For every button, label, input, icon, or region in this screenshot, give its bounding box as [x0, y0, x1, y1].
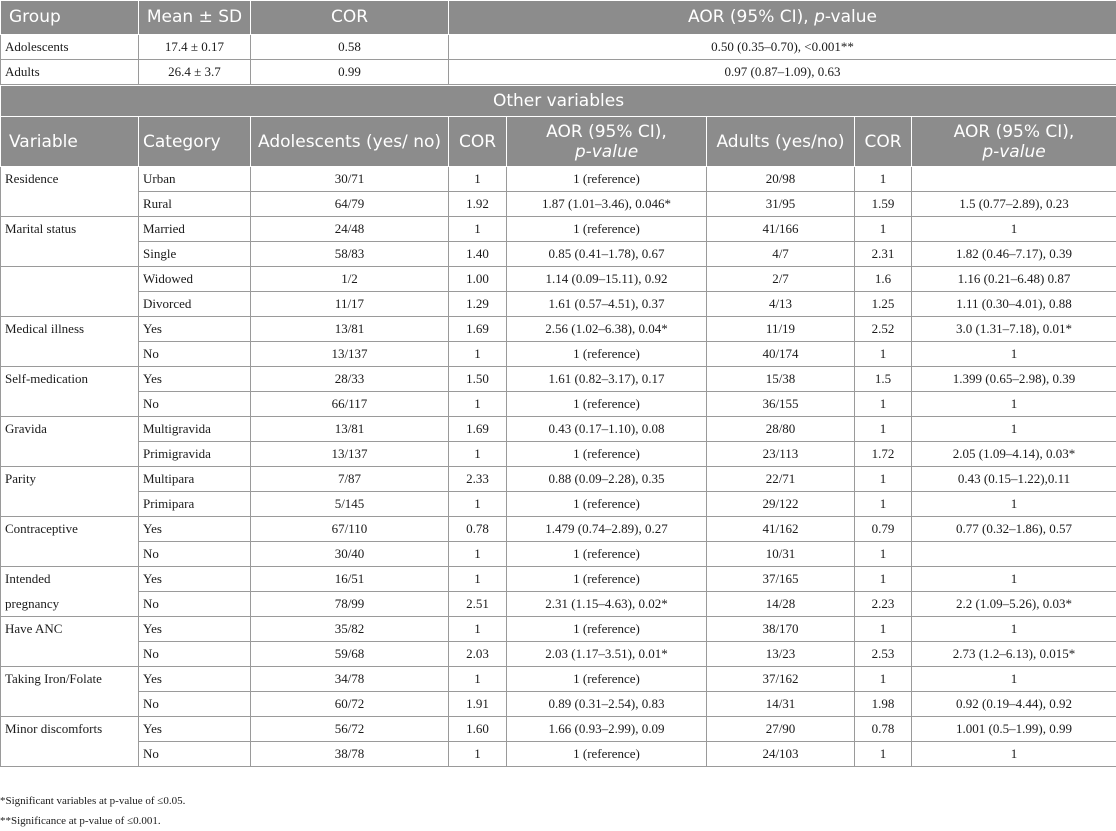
group-cell: Adults	[1, 60, 139, 85]
header-category: Category	[139, 117, 251, 167]
table-row	[1, 467, 1116, 492]
aor-adolescents-cell: 1.87 (1.01–3.46), 0.046*	[507, 192, 707, 217]
category-cell: Yes	[139, 617, 251, 642]
aor-adolescents-cell: 2.31 (1.15–4.63), 0.02*	[507, 592, 707, 617]
variable-cell	[1, 267, 139, 292]
category-cell: Divorced	[139, 292, 251, 317]
category-cell: Multipara	[139, 467, 251, 492]
aor-adolescents-cell: 1.66 (0.93–2.99), 0.09	[507, 717, 707, 742]
adolescents-count-cell: 60/72	[251, 692, 449, 717]
variable-cell	[1, 242, 139, 267]
cor-adolescents-cell: 1.91	[449, 692, 507, 717]
footnote-significant: *Significant variables at p-value of ≤0.05.	[0, 795, 186, 807]
aor-adults-cell: 1	[912, 342, 1116, 367]
table-row	[1, 517, 1116, 542]
cor-adolescents-cell: 1	[449, 542, 507, 567]
variable-cell: Gravida	[1, 417, 139, 442]
aor-adults-cell: 1.001 (0.5–1.99), 0.99	[912, 717, 1116, 742]
category-cell: Urban	[139, 167, 251, 192]
cor-adults-cell: 1	[855, 667, 912, 692]
adults-count-cell: 40/174	[707, 342, 855, 367]
category-cell: Yes	[139, 567, 251, 592]
cor-adults-cell: 1	[855, 217, 912, 242]
aor-adults-cell: 1	[912, 567, 1116, 592]
aor-adolescents-cell: 1 (reference)	[507, 167, 707, 192]
variable-cell: Intended	[1, 567, 139, 592]
variable-cell	[1, 392, 139, 417]
variable-cell	[1, 542, 139, 567]
category-cell: Yes	[139, 717, 251, 742]
cor-adolescents-cell: 2.03	[449, 642, 507, 667]
aor-adults-cell: 1	[912, 742, 1116, 767]
variable-cell: Have ANC	[1, 617, 139, 642]
cor-adolescents-cell: 1.40	[449, 242, 507, 267]
aor-adults-cell	[912, 167, 1116, 192]
variable-cell: Contraceptive	[1, 517, 139, 542]
aor-adolescents-cell: 2.03 (1.17–3.51), 0.01*	[507, 642, 707, 667]
adults-count-cell: 14/28	[707, 592, 855, 617]
other-variables-table	[0, 85, 1116, 767]
cor-adolescents-cell: 0.78	[449, 517, 507, 542]
aor-adults-cell: 1.399 (0.65–2.98), 0.39	[912, 367, 1116, 392]
cor-adolescents-cell: 1	[449, 167, 507, 192]
table-row	[1, 417, 1116, 442]
cor-adults-cell: 0.79	[855, 517, 912, 542]
aor-adolescents-cell: 1 (reference)	[507, 392, 707, 417]
adolescents-count-cell: 38/78	[251, 742, 449, 767]
adolescents-count-cell: 5/145	[251, 492, 449, 517]
header-aor: AOR (95% CI), p-value	[449, 1, 1116, 35]
aor-adults-cell: 1.16 (0.21–6.48) 0.87	[912, 267, 1116, 292]
category-cell: No	[139, 342, 251, 367]
category-cell: Primigravida	[139, 442, 251, 467]
aor-adults-cell: 1	[912, 217, 1116, 242]
aor-adults-cell: 1.11 (0.30–4.01), 0.88	[912, 292, 1116, 317]
cor-cell: 0.58	[251, 35, 449, 60]
adults-count-cell: 31/95	[707, 192, 855, 217]
variable-cell: pregnancy	[1, 592, 139, 617]
aor-adults-cell: 0.92 (0.19–4.44), 0.92	[912, 692, 1116, 717]
adolescents-count-cell: 34/78	[251, 667, 449, 692]
table-row	[1, 317, 1116, 342]
table-row	[1, 717, 1116, 742]
cor-cell: 0.99	[251, 60, 449, 85]
aor-adults-cell: 1	[912, 392, 1116, 417]
cor-adolescents-cell: 2.33	[449, 467, 507, 492]
aor-adults-cell: 1	[912, 492, 1116, 517]
cor-adults-cell: 1.98	[855, 692, 912, 717]
footnote-highly-significant: **Significance at p-value of ≤0.001.	[0, 815, 161, 827]
category-cell: No	[139, 742, 251, 767]
cor-adults-cell: 1	[855, 617, 912, 642]
adolescents-count-cell: 58/83	[251, 242, 449, 267]
cor-adolescents-cell: 1.00	[449, 267, 507, 292]
aor-adolescents-cell: 0.89 (0.31–2.54), 0.83	[507, 692, 707, 717]
variable-cell: Residence	[1, 167, 139, 192]
cor-adults-cell: 1	[855, 467, 912, 492]
table-row	[1, 742, 1116, 767]
aor-adults-cell: 3.0 (1.31–7.18), 0.01*	[912, 317, 1116, 342]
adults-count-cell: 4/13	[707, 292, 855, 317]
aor-adolescents-cell: 1 (reference)	[507, 492, 707, 517]
column-header-row	[1, 117, 1116, 167]
aor-adults-cell: 1.5 (0.77–2.89), 0.23	[912, 192, 1116, 217]
header-cor: COR	[251, 1, 449, 35]
adolescents-count-cell: 35/82	[251, 617, 449, 642]
cor-adolescents-cell: 1	[449, 442, 507, 467]
aor-adolescents-cell: 0.43 (0.17–1.10), 0.08	[507, 417, 707, 442]
adults-count-cell: 41/162	[707, 517, 855, 542]
table-row	[1, 167, 1116, 192]
cor-adolescents-cell: 1.60	[449, 717, 507, 742]
header-adolescents: Adolescents (yes/ no)	[251, 117, 449, 167]
adults-count-cell: 24/103	[707, 742, 855, 767]
header-group: Group	[1, 1, 139, 35]
aor-adults-cell: 1	[912, 417, 1116, 442]
table-row	[1, 192, 1116, 217]
adults-count-cell: 38/170	[707, 617, 855, 642]
variable-cell	[1, 742, 139, 767]
category-cell: Yes	[139, 517, 251, 542]
adults-count-cell: 14/31	[707, 692, 855, 717]
category-cell: Yes	[139, 667, 251, 692]
cor-adults-cell: 2.23	[855, 592, 912, 617]
cor-adolescents-cell: 2.51	[449, 592, 507, 617]
variable-cell: Marital status	[1, 217, 139, 242]
adults-count-cell: 15/38	[707, 367, 855, 392]
adolescents-count-cell: 11/17	[251, 292, 449, 317]
table-row	[1, 217, 1116, 242]
table-row	[1, 442, 1116, 467]
cor-adolescents-cell: 1	[449, 667, 507, 692]
adolescents-count-cell: 13/81	[251, 317, 449, 342]
cor-adults-cell: 2.53	[855, 642, 912, 667]
cor-adults-cell: 2.31	[855, 242, 912, 267]
category-cell: No	[139, 392, 251, 417]
adolescents-count-cell: 59/68	[251, 642, 449, 667]
category-cell: Married	[139, 217, 251, 242]
mean-sd-cell: 26.4 ± 3.7	[139, 60, 251, 85]
cor-adolescents-cell: 1	[449, 567, 507, 592]
adults-count-cell: 41/166	[707, 217, 855, 242]
table-row	[1, 667, 1116, 692]
variable-cell: Medical illness	[1, 317, 139, 342]
cor-adults-cell: 1.5	[855, 367, 912, 392]
category-cell: Rural	[139, 192, 251, 217]
group-summary-table	[0, 0, 1116, 85]
aor-adults-cell: 2.73 (1.2–6.13), 0.015*	[912, 642, 1116, 667]
cor-adults-cell: 1.6	[855, 267, 912, 292]
adolescents-count-cell: 78/99	[251, 592, 449, 617]
category-cell: No	[139, 692, 251, 717]
adults-count-cell: 23/113	[707, 442, 855, 467]
variable-cell: Self-medication	[1, 367, 139, 392]
cor-adolescents-cell: 1	[449, 492, 507, 517]
cor-adults-cell: 1.25	[855, 292, 912, 317]
cor-adults-cell: 2.52	[855, 317, 912, 342]
adults-count-cell: 28/80	[707, 417, 855, 442]
adults-count-cell: 22/71	[707, 467, 855, 492]
header-variable: Variable	[1, 117, 139, 167]
mean-sd-cell: 17.4 ± 0.17	[139, 35, 251, 60]
adolescents-count-cell: 64/79	[251, 192, 449, 217]
group-header-row	[1, 1, 1116, 35]
table-row	[1, 692, 1116, 717]
category-cell: No	[139, 642, 251, 667]
aor-adults-cell: 2.05 (1.09–4.14), 0.03*	[912, 442, 1116, 467]
adolescents-count-cell: 13/137	[251, 342, 449, 367]
cor-adults-cell: 1	[855, 742, 912, 767]
aor-cell: 0.50 (0.35–0.70), <0.001**	[449, 35, 1116, 60]
adolescents-count-cell: 56/72	[251, 717, 449, 742]
category-cell: Multigravida	[139, 417, 251, 442]
table-row	[1, 492, 1116, 517]
adolescents-count-cell: 30/40	[251, 542, 449, 567]
aor-adolescents-cell: 1 (reference)	[507, 667, 707, 692]
cor-adolescents-cell: 1	[449, 742, 507, 767]
category-cell: No	[139, 542, 251, 567]
table-row	[1, 592, 1116, 617]
adults-count-cell: 29/122	[707, 492, 855, 517]
aor-cell: 0.97 (0.87–1.09), 0.63	[449, 60, 1116, 85]
aor-adults-cell: 1	[912, 667, 1116, 692]
table-row	[1, 342, 1116, 367]
aor-adolescents-cell: 0.88 (0.09–2.28), 0.35	[507, 467, 707, 492]
aor-adolescents-cell: 1 (reference)	[507, 217, 707, 242]
table-row	[1, 267, 1116, 292]
cor-adults-cell: 1.59	[855, 192, 912, 217]
aor-adolescents-cell: 1.479 (0.74–2.89), 0.27	[507, 517, 707, 542]
aor-adults-cell: 0.43 (0.15–1.22),0.11	[912, 467, 1116, 492]
section-title: Other variables	[1, 86, 1116, 117]
adolescents-count-cell: 28/33	[251, 367, 449, 392]
table-row	[1, 292, 1116, 317]
aor-adolescents-cell: 2.56 (1.02–6.38), 0.04*	[507, 317, 707, 342]
table-row	[1, 567, 1116, 592]
category-cell: Primipara	[139, 492, 251, 517]
cor-adolescents-cell: 1	[449, 217, 507, 242]
adults-count-cell: 36/155	[707, 392, 855, 417]
adults-count-cell: 37/162	[707, 667, 855, 692]
cor-adults-cell: 0.78	[855, 717, 912, 742]
adults-count-cell: 10/31	[707, 542, 855, 567]
variable-cell	[1, 292, 139, 317]
adolescents-count-cell: 30/71	[251, 167, 449, 192]
table-row	[1, 392, 1116, 417]
header-adults: Adults (yes/no)	[707, 117, 855, 167]
cor-adults-cell: 1	[855, 417, 912, 442]
cor-adolescents-cell: 1	[449, 392, 507, 417]
header-mean-sd: Mean ± SD	[139, 1, 251, 35]
variable-cell	[1, 642, 139, 667]
cor-adolescents-cell: 1.29	[449, 292, 507, 317]
adolescents-count-cell: 13/81	[251, 417, 449, 442]
variable-cell: Parity	[1, 467, 139, 492]
category-cell: Yes	[139, 317, 251, 342]
variable-cell: Taking Iron/Folate	[1, 667, 139, 692]
table-row	[1, 542, 1116, 567]
adolescents-count-cell: 1/2	[251, 267, 449, 292]
adults-count-cell: 2/7	[707, 267, 855, 292]
category-cell: Widowed	[139, 267, 251, 292]
table-row	[1, 367, 1116, 392]
cor-adolescents-cell: 1.69	[449, 417, 507, 442]
aor-adolescents-cell: 1.61 (0.82–3.17), 0.17	[507, 367, 707, 392]
variable-cell: Minor discomforts	[1, 717, 139, 742]
group-row	[1, 60, 1116, 85]
cor-adolescents-cell: 1.50	[449, 367, 507, 392]
adults-count-cell: 4/7	[707, 242, 855, 267]
category-cell: Yes	[139, 367, 251, 392]
section-title-row	[1, 86, 1116, 117]
adolescents-count-cell: 24/48	[251, 217, 449, 242]
header-cor-adults: COR	[855, 117, 912, 167]
adults-count-cell: 11/19	[707, 317, 855, 342]
cor-adults-cell: 1	[855, 392, 912, 417]
table-row	[1, 642, 1116, 667]
cor-adults-cell: 1	[855, 492, 912, 517]
cor-adolescents-cell: 1.69	[449, 317, 507, 342]
adolescents-count-cell: 16/51	[251, 567, 449, 592]
aor-adults-cell: 0.77 (0.32–1.86), 0.57	[912, 517, 1116, 542]
aor-adolescents-cell: 1.61 (0.57–4.51), 0.37	[507, 292, 707, 317]
variable-cell	[1, 692, 139, 717]
aor-adolescents-cell: 1 (reference)	[507, 542, 707, 567]
aor-adults-cell: 1.82 (0.46–7.17), 0.39	[912, 242, 1116, 267]
cor-adolescents-cell: 1.92	[449, 192, 507, 217]
adults-count-cell: 27/90	[707, 717, 855, 742]
header-cor-adolescents: COR	[449, 117, 507, 167]
cor-adults-cell: 1	[855, 542, 912, 567]
variable-cell	[1, 442, 139, 467]
variable-cell	[1, 492, 139, 517]
adolescents-count-cell: 7/87	[251, 467, 449, 492]
aor-adolescents-cell: 1 (reference)	[507, 567, 707, 592]
adolescents-count-cell: 67/110	[251, 517, 449, 542]
aor-adults-cell	[912, 542, 1116, 567]
cor-adults-cell: 1	[855, 567, 912, 592]
group-row	[1, 35, 1116, 60]
aor-adolescents-cell: 1 (reference)	[507, 442, 707, 467]
cor-adolescents-cell: 1	[449, 342, 507, 367]
aor-adolescents-cell: 1 (reference)	[507, 742, 707, 767]
group-cell: Adolescents	[1, 35, 139, 60]
table-row	[1, 242, 1116, 267]
header-aor-adults: AOR (95% CI), p-value	[912, 117, 1116, 167]
variable-cell	[1, 342, 139, 367]
aor-adolescents-cell: 1 (reference)	[507, 342, 707, 367]
cor-adults-cell: 1	[855, 167, 912, 192]
adults-count-cell: 20/98	[707, 167, 855, 192]
variable-cell	[1, 192, 139, 217]
adolescents-count-cell: 66/117	[251, 392, 449, 417]
category-cell: No	[139, 592, 251, 617]
aor-adults-cell: 1	[912, 617, 1116, 642]
adolescents-count-cell: 13/137	[251, 442, 449, 467]
aor-adolescents-cell: 1.14 (0.09–15.11), 0.92	[507, 267, 707, 292]
category-cell: Single	[139, 242, 251, 267]
aor-adults-cell: 2.2 (1.09–5.26), 0.03*	[912, 592, 1116, 617]
table-row	[1, 617, 1116, 642]
aor-adolescents-cell: 0.85 (0.41–1.78), 0.67	[507, 242, 707, 267]
adults-count-cell: 13/23	[707, 642, 855, 667]
adults-count-cell: 37/165	[707, 567, 855, 592]
cor-adolescents-cell: 1	[449, 617, 507, 642]
cor-adults-cell: 1	[855, 342, 912, 367]
cor-adults-cell: 1.72	[855, 442, 912, 467]
aor-adolescents-cell: 1 (reference)	[507, 617, 707, 642]
header-aor-adolescents: AOR (95% CI), p-value	[507, 117, 707, 167]
